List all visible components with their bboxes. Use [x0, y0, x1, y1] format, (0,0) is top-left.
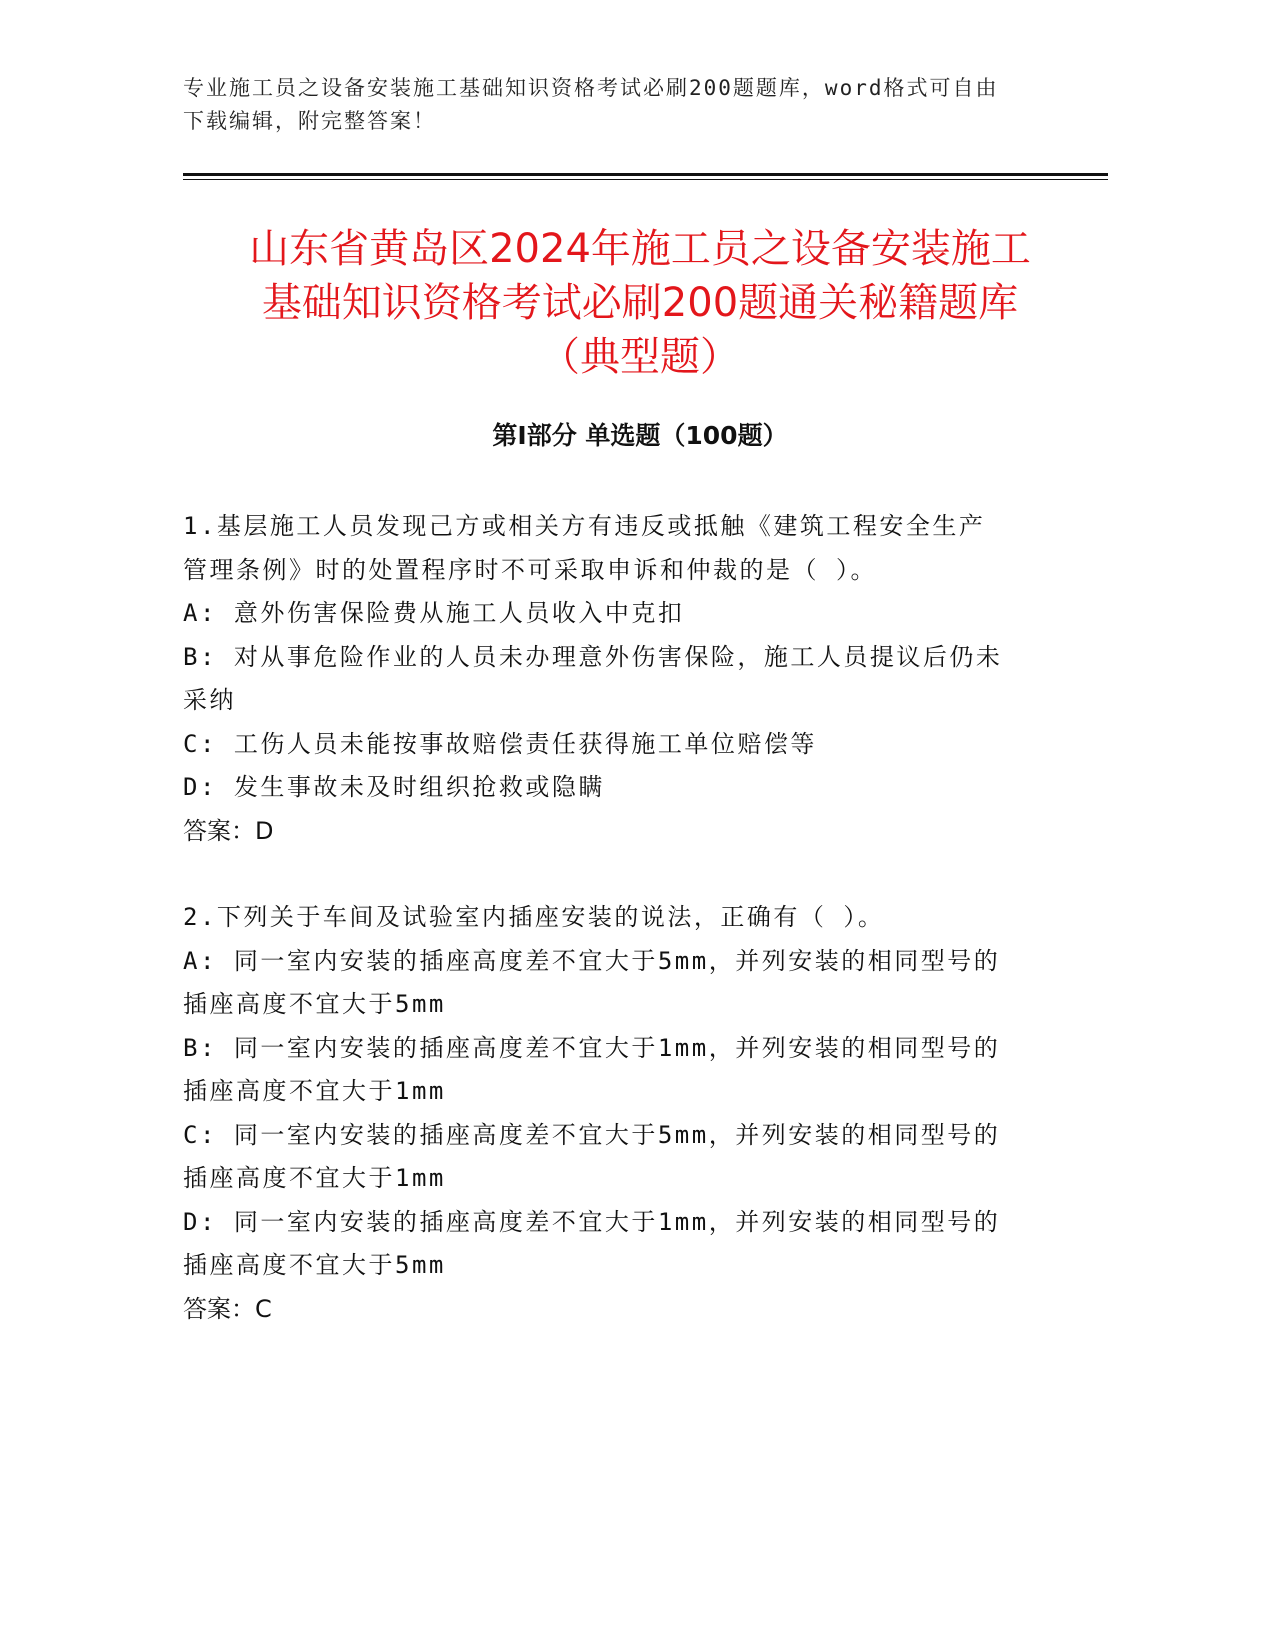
- header-divider-thin: [183, 179, 1108, 180]
- question-1: [183, 505, 1063, 853]
- document-title-line-2: 基础知识资格考试必刷200题通关秘籍题库: [261, 280, 1019, 326]
- document-title-line-1: 山东省黄岛区2024年施工员之设备安装施工: [249, 226, 1031, 272]
- question-stem-line: 2.下列关于车间及试验室内插座安装的说法，正确有（ ）。: [183, 903, 885, 931]
- header-note-line-2: 下载编辑，附完整答案！: [183, 109, 436, 133]
- option-b: B: 对从事危险作业的人员未办理意外伤害保险，施工人员提议后仍未: [183, 642, 1003, 671]
- question-stem-line: 1.基层施工人员发现己方或相关方有违反或抵触《建筑工程安全生产: [183, 512, 986, 540]
- answer-label: 答案：C: [183, 1294, 272, 1323]
- option-d-continued: 插座高度不宜大于5mm: [183, 1251, 446, 1279]
- header-divider-thick: [183, 173, 1108, 176]
- option-b-continued: 采纳: [183, 686, 236, 714]
- option-a: A: 同一室内安装的插座高度差不宜大于5mm，并列安装的相同型号的: [183, 946, 1001, 975]
- option-b-continued: 插座高度不宜大于1mm: [183, 1077, 446, 1105]
- option-a: A: 意外伤害保险费从施工人员收入中克扣: [183, 599, 685, 627]
- option-c-continued: 插座高度不宜大于1mm: [183, 1164, 446, 1192]
- option-c: C: 同一室内安装的插座高度差不宜大于5mm，并列安装的相同型号的: [183, 1120, 1001, 1149]
- question-2: [183, 896, 1063, 1331]
- document-title: [140, 222, 1140, 384]
- option-a-continued: 插座高度不宜大于5mm: [183, 990, 446, 1018]
- answer-label: 答案：D: [183, 816, 274, 845]
- option-d: D: 发生事故未及时组织抢救或隐瞒: [183, 773, 605, 801]
- option-d: D: 同一室内安装的插座高度差不宜大于1mm，并列安装的相同型号的: [183, 1207, 1001, 1236]
- question-stem-line: 管理条例》时的处置程序时不可采取申诉和仲裁的是（ ）。: [183, 555, 877, 584]
- header-note-line-1: 专业施工员之设备安装施工基础知识资格考试必刷200题题库，word格式可自由: [183, 76, 999, 100]
- document-title-line-3: （典型题）: [540, 334, 740, 380]
- header-note: [183, 72, 1063, 138]
- option-b: B: 同一室内安装的插座高度差不宜大于1mm，并列安装的相同型号的: [183, 1033, 1001, 1062]
- option-c: C: 工伤人员未能按事故赔偿责任获得施工单位赔偿等: [183, 729, 817, 758]
- section-heading: 第Ⅰ部分 单选题（100题）: [492, 421, 788, 450]
